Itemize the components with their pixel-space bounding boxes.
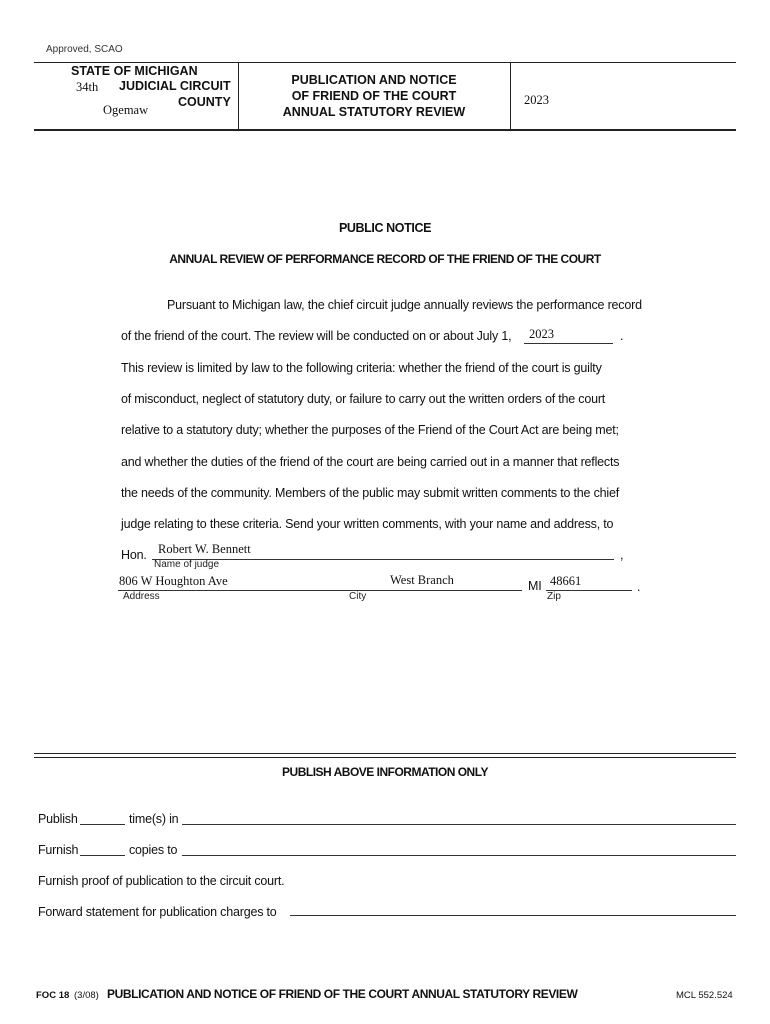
judge-name-line	[152, 559, 614, 560]
header-year: 2023	[524, 93, 549, 107]
forward-instruction: Forward statement for publication charges to	[38, 905, 277, 919]
header-top-rule	[34, 62, 736, 63]
form-id: FOC 18	[36, 990, 70, 1001]
publish-label: Publish	[38, 812, 78, 826]
times-in-label: time(s) in	[129, 812, 179, 826]
form-title	[238, 72, 510, 120]
hon-label: Hon.	[121, 548, 147, 562]
footer-title: PUBLICATION AND NOTICE OF FRIEND OF THE COURT ANNUAL STATUTORY REVIEW	[107, 987, 578, 1001]
zip-value: 48661	[550, 574, 582, 588]
judge-name-value: Robert W. Bennett	[158, 542, 251, 556]
review-year-line	[524, 343, 613, 344]
form-date: (3/08)	[74, 990, 99, 1001]
judge-name-caption: Name of judge	[154, 559, 220, 570]
copies-to-label: copies to	[129, 843, 178, 857]
address-value: 806 W Houghton Ave	[119, 574, 228, 588]
furnish-copies-line	[80, 855, 125, 856]
notice-line-1: Pursuant to Michigan law, the chief circuit judge annually reviews the performance record	[167, 298, 642, 312]
approval-note: Approved, SCAO	[46, 44, 123, 55]
notice-line-8: judge relating to these criteria. Send your written comments, with your name and address, to	[121, 517, 614, 531]
form-title-line2: OF FRIEND OF THE COURT	[291, 89, 457, 103]
review-year-value: 2023	[529, 327, 554, 341]
proof-instruction: Furnish proof of publication to the circuit court.	[38, 874, 285, 888]
state-label: STATE OF MICHIGAN	[71, 64, 198, 78]
header-bottom-rule	[34, 129, 736, 131]
zip-caption: Zip	[547, 591, 561, 602]
forward-recipient-line	[290, 915, 736, 916]
address-line	[118, 590, 522, 591]
separator-rule-top	[34, 753, 736, 754]
county-name: Ogemaw	[103, 103, 149, 117]
publish-times-line	[80, 824, 125, 825]
mcl-reference: MCL 552.524	[676, 990, 733, 1001]
circuit-label: JUDICIAL CIRCUIT	[119, 79, 231, 93]
annual-review-heading: ANNUAL REVIEW OF PERFORMANCE RECORD OF THE FRIEND OF THE COURT	[169, 252, 601, 266]
separator-rule-bottom	[34, 757, 736, 758]
notice-line-7: the needs of the community. Members of the public may submit written comments to the chief	[121, 486, 619, 500]
notice-line-5: relative to a statutory duty; whether the purposes of the Friend of the Court Act are being met;	[121, 423, 619, 437]
public-notice-heading: PUBLIC NOTICE	[338, 221, 432, 235]
state-abbr: MI	[528, 579, 542, 593]
zip-period: .	[637, 580, 641, 594]
city-value: West Branch	[390, 573, 454, 587]
furnish-label: Furnish	[38, 843, 79, 857]
form-title-line3: ANNUAL STATUTORY REVIEW	[282, 105, 466, 119]
copies-recipient-line	[182, 855, 736, 856]
county-label: COUNTY	[178, 95, 231, 109]
notice-line-2-period: .	[620, 329, 624, 343]
judge-comma: ,	[620, 548, 624, 562]
circuit-number: 34th	[76, 80, 99, 94]
publish-heading: PUBLISH ABOVE INFORMATION ONLY	[282, 765, 488, 779]
publication-name-line	[182, 824, 736, 825]
notice-line-6: and whether the duties of the friend of the court are being carried out in a manner that reflects	[121, 455, 620, 469]
notice-line-2: of the friend of the court. The review will be conducted on or about July 1,	[121, 329, 512, 343]
address-caption: Address	[123, 591, 160, 602]
city-caption: City	[349, 591, 367, 602]
notice-line-4: of misconduct, neglect of statutory duty, or failure to carry out the written orders of the court	[121, 392, 606, 406]
form-title-line1: PUBLICATION AND NOTICE	[291, 73, 457, 87]
notice-line-3: This review is limited by law to the following criteria: whether the friend of the court is guilty	[121, 361, 602, 375]
header-divider-2	[510, 62, 511, 129]
